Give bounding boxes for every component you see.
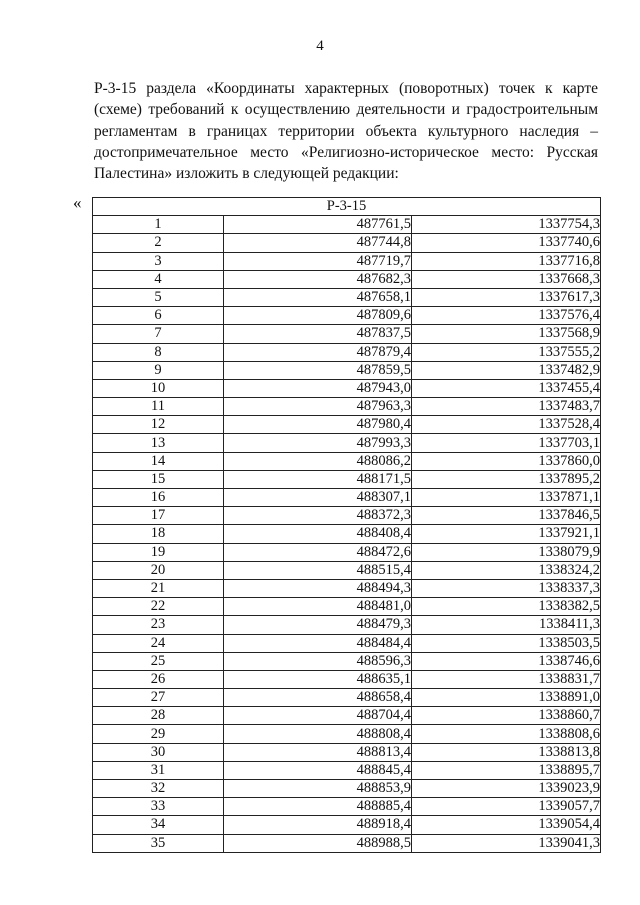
- table-row: [93, 689, 601, 707]
- x-coordinate-cell: 487879,4: [224, 343, 412, 361]
- point-number-cell: 27: [93, 689, 224, 707]
- table-row: [93, 507, 601, 525]
- table-row: [93, 616, 601, 634]
- point-number-cell: 35: [93, 834, 224, 852]
- table-row: [93, 325, 601, 343]
- y-coordinate-cell: 1337754,3: [412, 216, 601, 234]
- point-number-cell: 13: [93, 434, 224, 452]
- y-coordinate-cell: 1338079,9: [412, 543, 601, 561]
- point-number-cell: 32: [93, 780, 224, 798]
- x-coordinate-cell: 488171,5: [224, 470, 412, 488]
- table-row: [93, 743, 601, 761]
- table-row: [93, 543, 601, 561]
- table-row: [93, 288, 601, 306]
- y-coordinate-cell: 1337668,3: [412, 270, 601, 288]
- y-coordinate-cell: 1339054,4: [412, 816, 601, 834]
- y-coordinate-cell: 1339023,9: [412, 780, 601, 798]
- x-coordinate-cell: 487719,7: [224, 252, 412, 270]
- y-coordinate-cell: 1339041,3: [412, 834, 601, 852]
- y-coordinate-cell: 1337895,2: [412, 470, 601, 488]
- x-coordinate-cell: 487943,0: [224, 379, 412, 397]
- y-coordinate-cell: 1337860,0: [412, 452, 601, 470]
- x-coordinate-cell: 488596,3: [224, 652, 412, 670]
- point-number-cell: 24: [93, 634, 224, 652]
- point-number-cell: 22: [93, 598, 224, 616]
- x-coordinate-cell: 488704,4: [224, 707, 412, 725]
- table-row: [93, 725, 601, 743]
- x-coordinate-cell: 488988,5: [224, 834, 412, 852]
- y-coordinate-cell: 1338324,2: [412, 561, 601, 579]
- table-row: [93, 634, 601, 652]
- point-number-cell: 9: [93, 361, 224, 379]
- table-row: [93, 252, 601, 270]
- point-number-cell: 5: [93, 288, 224, 306]
- y-coordinate-cell: 1337482,9: [412, 361, 601, 379]
- table-row: [93, 707, 601, 725]
- point-number-cell: 26: [93, 670, 224, 688]
- point-number-cell: 4: [93, 270, 224, 288]
- table-row: [93, 598, 601, 616]
- x-coordinate-cell: 488515,4: [224, 561, 412, 579]
- x-coordinate-cell: 488845,4: [224, 761, 412, 779]
- y-coordinate-cell: 1337568,9: [412, 325, 601, 343]
- y-coordinate-cell: 1337740,6: [412, 234, 601, 252]
- y-coordinate-cell: 1337921,1: [412, 525, 601, 543]
- y-coordinate-cell: 1338411,3: [412, 616, 601, 634]
- y-coordinate-cell: 1338813,8: [412, 743, 601, 761]
- table-row: [93, 452, 601, 470]
- y-coordinate-cell: 1337846,5: [412, 507, 601, 525]
- y-coordinate-cell: 1337455,4: [412, 379, 601, 397]
- point-number-cell: 28: [93, 707, 224, 725]
- x-coordinate-cell: 487809,6: [224, 307, 412, 325]
- y-coordinate-cell: 1338891,0: [412, 689, 601, 707]
- table-row: [93, 379, 601, 397]
- y-coordinate-cell: 1337617,3: [412, 288, 601, 306]
- x-coordinate-cell: 488885,4: [224, 798, 412, 816]
- x-coordinate-cell: 487963,3: [224, 398, 412, 416]
- x-coordinate-cell: 488307,1: [224, 489, 412, 507]
- table-row: [93, 670, 601, 688]
- point-number-cell: 2: [93, 234, 224, 252]
- table-row: [93, 470, 601, 488]
- y-coordinate-cell: 1337703,1: [412, 434, 601, 452]
- coordinates-table: [92, 197, 601, 853]
- point-number-cell: 29: [93, 725, 224, 743]
- x-coordinate-cell: 488372,3: [224, 507, 412, 525]
- table-row: [93, 561, 601, 579]
- point-number-cell: 8: [93, 343, 224, 361]
- point-number-cell: 7: [93, 325, 224, 343]
- table-row: [93, 307, 601, 325]
- table-row: [93, 234, 601, 252]
- point-number-cell: 20: [93, 561, 224, 579]
- x-coordinate-cell: 487993,3: [224, 434, 412, 452]
- x-coordinate-cell: 488484,4: [224, 634, 412, 652]
- y-coordinate-cell: 1338382,5: [412, 598, 601, 616]
- y-coordinate-cell: 1337555,2: [412, 343, 601, 361]
- x-coordinate-cell: 488481,0: [224, 598, 412, 616]
- x-coordinate-cell: 487744,8: [224, 234, 412, 252]
- point-number-cell: 31: [93, 761, 224, 779]
- y-coordinate-cell: 1337871,1: [412, 489, 601, 507]
- point-number-cell: 12: [93, 416, 224, 434]
- x-coordinate-cell: 488853,9: [224, 780, 412, 798]
- y-coordinate-cell: 1337716,8: [412, 252, 601, 270]
- point-number-cell: 34: [93, 816, 224, 834]
- y-coordinate-cell: 1339057,7: [412, 798, 601, 816]
- table-row: [93, 343, 601, 361]
- x-coordinate-cell: 488813,4: [224, 743, 412, 761]
- table-row: [93, 489, 601, 507]
- x-coordinate-cell: 487859,5: [224, 361, 412, 379]
- point-number-cell: 25: [93, 652, 224, 670]
- table-row: [93, 652, 601, 670]
- x-coordinate-cell: 488658,4: [224, 689, 412, 707]
- y-coordinate-cell: 1338831,7: [412, 670, 601, 688]
- point-number-cell: 21: [93, 579, 224, 597]
- x-coordinate-cell: 487837,5: [224, 325, 412, 343]
- x-coordinate-cell: 488472,6: [224, 543, 412, 561]
- table-row: [93, 525, 601, 543]
- y-coordinate-cell: 1338337,3: [412, 579, 601, 597]
- x-coordinate-cell: 488918,4: [224, 816, 412, 834]
- table-row: [93, 761, 601, 779]
- point-number-cell: 17: [93, 507, 224, 525]
- point-number-cell: 14: [93, 452, 224, 470]
- table-header-row: [93, 198, 601, 216]
- point-number-cell: 10: [93, 379, 224, 397]
- point-number-cell: 18: [93, 525, 224, 543]
- table-body: [93, 216, 601, 853]
- page-number: 4: [316, 38, 324, 54]
- table-row: [93, 798, 601, 816]
- table-row: [93, 270, 601, 288]
- y-coordinate-cell: 1338503,5: [412, 634, 601, 652]
- point-number-cell: 19: [93, 543, 224, 561]
- opening-quote-mark: «: [73, 193, 82, 212]
- x-coordinate-cell: 487761,5: [224, 216, 412, 234]
- y-coordinate-cell: 1337483,7: [412, 398, 601, 416]
- point-number-cell: 6: [93, 307, 224, 325]
- x-coordinate-cell: 488808,4: [224, 725, 412, 743]
- table-row: [93, 816, 601, 834]
- y-coordinate-cell: 1338808,6: [412, 725, 601, 743]
- point-number-cell: 30: [93, 743, 224, 761]
- table-row: [93, 416, 601, 434]
- table-row: [93, 834, 601, 852]
- y-coordinate-cell: 1338860,7: [412, 707, 601, 725]
- x-coordinate-cell: 488494,3: [224, 579, 412, 597]
- table-row: [93, 361, 601, 379]
- x-coordinate-cell: 487682,3: [224, 270, 412, 288]
- point-number-cell: 33: [93, 798, 224, 816]
- x-coordinate-cell: 488086,2: [224, 452, 412, 470]
- intro-paragraph: Р-3-15 раздела «Координаты характерных (поворотных) точек к карте (схеме) требований к осуществлению деятельности и градостроительным регламентам в границах территории объекта культурного наследия – достопримечательное место «Религиозно-историческое место: Русская Палестина» изложить в следующей редакции:: [94, 80, 598, 183]
- y-coordinate-cell: 1337528,4: [412, 416, 601, 434]
- table-row: [93, 780, 601, 798]
- y-coordinate-cell: 1337576,4: [412, 307, 601, 325]
- y-coordinate-cell: 1338895,7: [412, 761, 601, 779]
- point-number-cell: 15: [93, 470, 224, 488]
- point-number-cell: 1: [93, 216, 224, 234]
- table-row: [93, 216, 601, 234]
- table-row: [93, 398, 601, 416]
- x-coordinate-cell: 487980,4: [224, 416, 412, 434]
- table-title: Р-3-15: [93, 198, 601, 216]
- x-coordinate-cell: 488635,1: [224, 670, 412, 688]
- x-coordinate-cell: 487658,1: [224, 288, 412, 306]
- table-row: [93, 434, 601, 452]
- y-coordinate-cell: 1338746,6: [412, 652, 601, 670]
- point-number-cell: 23: [93, 616, 224, 634]
- point-number-cell: 3: [93, 252, 224, 270]
- point-number-cell: 11: [93, 398, 224, 416]
- table-row: [93, 579, 601, 597]
- x-coordinate-cell: 488479,3: [224, 616, 412, 634]
- point-number-cell: 16: [93, 489, 224, 507]
- x-coordinate-cell: 488408,4: [224, 525, 412, 543]
